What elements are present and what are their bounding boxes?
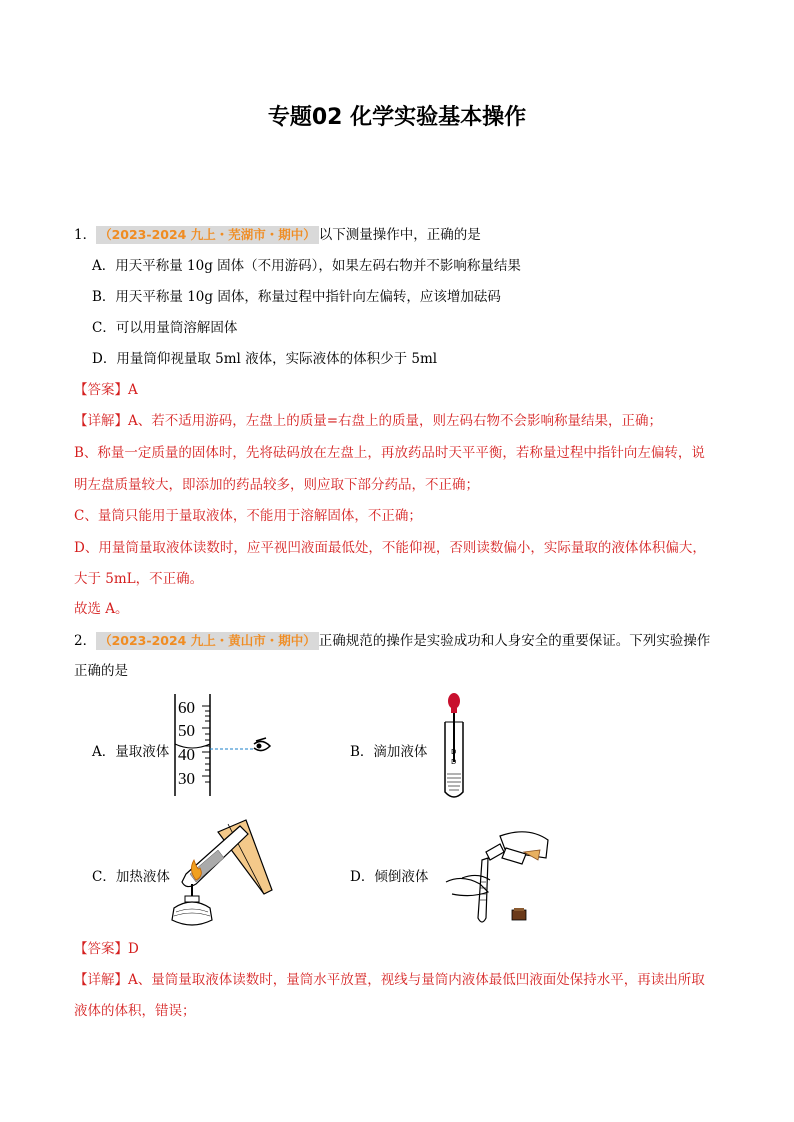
question-number: 2．	[74, 633, 97, 649]
question-source-tag: （2023-2024 九上・芜湖市・期中）	[96, 226, 319, 244]
option-a-label: A．量取液体	[92, 744, 170, 760]
option-d: D．用量筒仰视量取 5ml 液体，实际液体的体积少于 5ml	[92, 351, 438, 367]
explanation-line: 大于 5mL，不正确。	[74, 571, 204, 587]
explanation-line: 液体的体积，错误；	[74, 1003, 196, 1019]
option-c-label: C．加热液体	[92, 869, 170, 885]
conclusion: 故选 A。	[74, 601, 129, 617]
scale-label: 50	[178, 721, 195, 740]
eye-icon	[254, 738, 270, 751]
question-source-tag: （2023-2024 九上・黄山市・期中）	[96, 632, 319, 650]
alcohol-lamp-heating-figure	[168, 812, 286, 932]
svg-text:D: D	[451, 758, 457, 766]
explanation-line: C、量筒只能用于量取液体，不能用于溶解固体，不正确；	[74, 508, 422, 524]
option-b-label: B．滴加液体	[350, 744, 428, 760]
answer: 【答案】A	[74, 382, 138, 398]
explanation-line: 【详解】A、量筒量取液体读数时，量筒水平放置，视线与量筒内液体最低凹液面处保持水平，再读出所取	[74, 972, 705, 988]
question-text: 正确规范的操作是实验成功和人身安全的重要保证。下列实验操作	[318, 633, 711, 649]
dropper-test-tube-figure	[436, 692, 472, 804]
option-b: B．用天平称量 10g 固体，称量过程中指针向左偏转，应该增加砝码	[92, 289, 501, 305]
explanation-line: B、称量一定质量的固体时，先将砝码放在左盘上，再放药品时天平平衡，若称量过程中指针向左偏转，说	[74, 445, 705, 461]
question-number: 1．	[74, 227, 97, 243]
explanation-line: 【详解】A、若不适用游码，左盘上的质量=右盘上的质量，则左码右物不会影响称量结果，正确；	[74, 413, 663, 429]
option-d-label: D．倾倒液体	[350, 869, 429, 885]
page-title: 专题02 化学实验基本操作	[267, 105, 527, 130]
svg-text:D: D	[451, 748, 457, 756]
question-text-continued: 正确的是	[74, 663, 128, 679]
question-2-stem	[74, 632, 710, 650]
scale-label: 40	[178, 745, 195, 764]
question-1-stem	[74, 226, 481, 244]
option-a: A．用天平称量 10g 固体（不用游码），如果左码右物并不影响称量结果	[92, 258, 521, 274]
option-c: C．可以用量筒溶解固体	[92, 320, 238, 336]
scale-label: 30	[178, 769, 195, 788]
answer: 【答案】D	[74, 941, 139, 957]
graduated-cylinder-reading-figure	[170, 692, 280, 798]
pouring-liquid-figure	[442, 822, 554, 934]
scale-label: 60	[178, 698, 195, 717]
explanation-line: 明左盘质量较大，即添加的药品较多，则应取下部分药品，不正确；	[74, 477, 479, 493]
explanation-line: D、用量筒量取液体读数时，应平视凹液面最低处，不能仰视，否则读数偏小，实际量取的液体体积偏大，	[74, 540, 706, 556]
question-text: 以下测量操作中，正确的是	[318, 227, 481, 243]
